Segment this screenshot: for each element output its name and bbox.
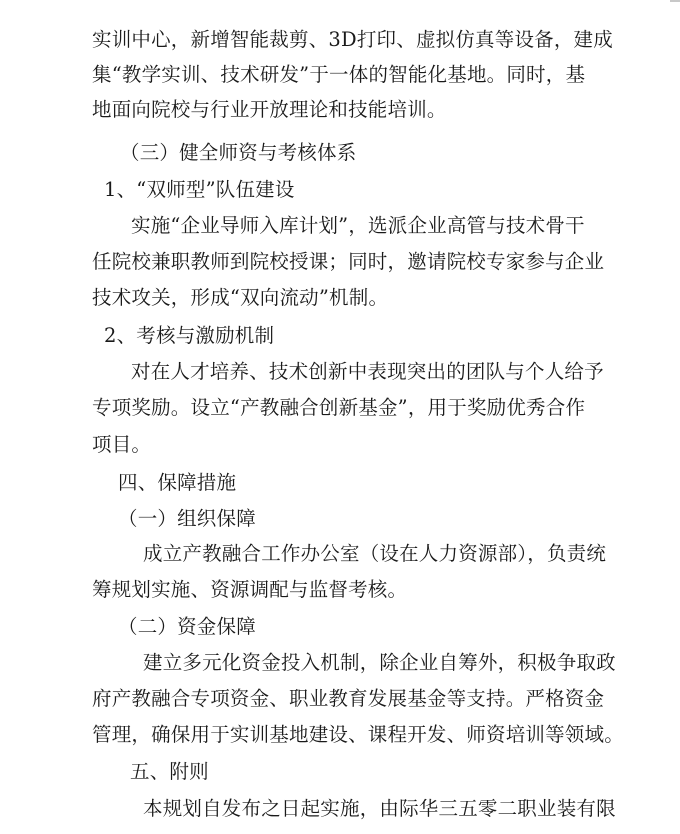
body-line-2: 集“教学实训、技术研发”于一体的智能化基地。同时，基 xyxy=(92,63,586,86)
body-line-20: 管理，确保用于实训基地建设、课程开发、师资培训等领域。 xyxy=(92,723,624,746)
subsection-heading-1: （一）组织保障 xyxy=(118,507,256,530)
scan-edge-mark xyxy=(670,0,680,2)
body-line-6: 实施“企业导师入库计划”，选派企业高管与技术骨干 xyxy=(131,214,585,237)
body-line-19: 府产教融合专项资金、职业教育发展基金等支持。严格资金 xyxy=(92,687,605,710)
body-line-12: 项目。 xyxy=(92,433,152,456)
body-line-16: 筹规划实施、资源调配与监督考核。 xyxy=(92,578,408,601)
body-line-10: 对在人才培养、技术创新中表现突出的团队与个人给予 xyxy=(131,360,604,383)
section-heading-4: 四、保障措施 xyxy=(118,471,237,494)
body-line-7: 任院校兼职教师到院校授课；同时，邀请院校专家参与企业 xyxy=(92,250,605,273)
body-line-1: 实训中心，新增智能裁剪、3D打印、虚拟仿真等设备，建成 xyxy=(92,28,613,51)
subsection-heading-2: （二）资金保障 xyxy=(118,615,256,638)
section-heading-5: 五、附则 xyxy=(130,760,209,783)
body-line-18: 建立多元化资金投入机制，除企业自筹外，积极争取政 xyxy=(143,651,616,674)
subheading-1: 1、“双师型”队伍建设 xyxy=(104,178,295,201)
body-line-3: 地面向院校与行业开放理论和技能培训。 xyxy=(92,98,447,121)
subheading-2: 2、考核与激励机制 xyxy=(104,324,275,347)
body-line-8: 技术攻关，形成“双向流动”机制。 xyxy=(92,286,389,309)
body-line-15: 成立产教融合工作办公室（设在人力资源部），负责统 xyxy=(143,542,607,565)
section-heading-3: （三）健全师资与考核体系 xyxy=(120,141,357,164)
body-line-22: 本规划自发布之日起实施，由际华三五零二职业装有限 xyxy=(143,797,616,820)
body-line-11: 专项奖励。设立“产教融合创新基金”，用于奖励优秀合作 xyxy=(92,396,586,419)
